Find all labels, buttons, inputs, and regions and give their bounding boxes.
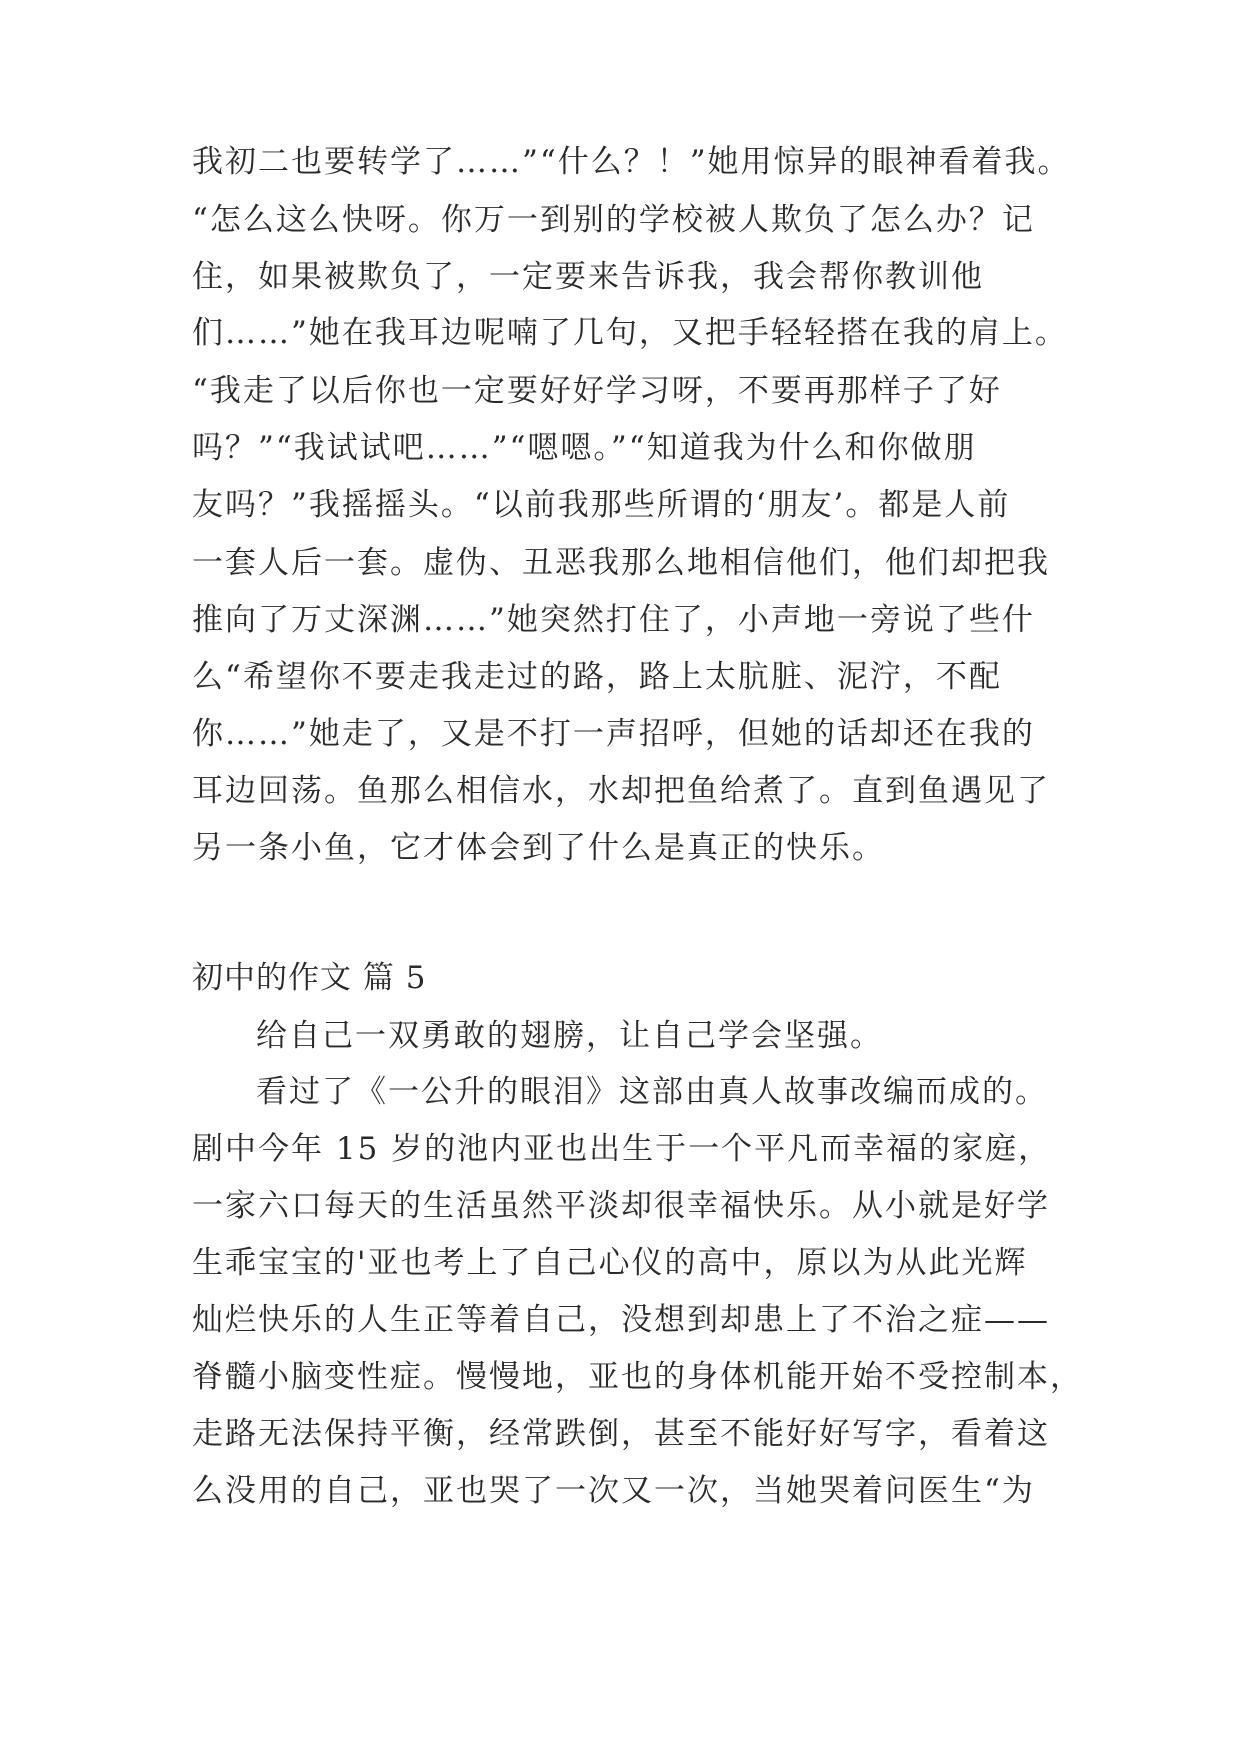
text-line: 么没用的自己，亚也哭了一次又一次，当她哭着问医生“为 bbox=[192, 1473, 1035, 1509]
section-heading: 初中的作文 篇 5 bbox=[192, 960, 427, 996]
text-line: 你……”她走了，又是不打一声招呼，但她的话却还在我的 bbox=[192, 716, 1035, 752]
text-line: 另一条小鱼，它才体会到了什么是真正的快乐。 bbox=[192, 830, 885, 866]
text-line: 脊髓小脑变性症。慢慢地，亚也的身体机能开始不受控制本， bbox=[192, 1359, 1083, 1395]
text-line: “怎么这么快呀。你万一到别的学校被人欺负了怎么办？记 bbox=[192, 202, 1035, 238]
text-line: “我走了以后你也一定要好好学习呀，不要再那样子了好 bbox=[192, 373, 1002, 409]
text-line: 们……”她在我耳边呢喃了几句，又把手轻轻搭在我的肩上。 bbox=[192, 315, 1068, 351]
text-line: 么“希望你不要走我走过的路，路上太肮脏、泥泞，不配 bbox=[192, 659, 1002, 695]
text-line: 吗？”“我试试吧……”“嗯嗯。”“知道我为什么和你做朋 bbox=[192, 430, 977, 466]
text-line: 给自己一双勇敢的翅膀，让自己学会坚强。 bbox=[256, 1018, 883, 1054]
text-line: 推向了万丈深渊……”她突然打住了，小声地一旁说了些什 bbox=[192, 602, 1035, 638]
text-line: 生乖宝宝的'亚也考上了自己心仪的高中，原以为从此光辉 bbox=[192, 1245, 1028, 1281]
text-line: 住，如果被欺负了，一定要来告诉我，我会帮你教训他 bbox=[192, 259, 984, 295]
text-line: 耳边回荡。鱼那么相信水，水却把鱼给煮了。直到鱼遇见了 bbox=[192, 773, 1050, 809]
text-line: 看过了《一公升的眼泪》这部由真人故事改编而成的。 bbox=[256, 1074, 1048, 1110]
text-line: 灿烂快乐的人生正等着自己，没想到却患上了不治之症—— bbox=[192, 1302, 1050, 1338]
text-line: 一家六口每天的生活虽然平淡却很幸福快乐。从小就是好学 bbox=[192, 1188, 1050, 1224]
text-line: 剧中今年 15 岁的池内亚也出生于一个平凡而幸福的家庭， bbox=[192, 1131, 1052, 1167]
text-line: 一套人后一套。虚伪、丑恶我那么地相信他们，他们却把我 bbox=[192, 545, 1050, 581]
text-line: 友吗？”我摇摇头。“以前我那些所谓的‘朋友’。都是人前 bbox=[192, 487, 1011, 523]
text-line: 我初二也要转学了……”“什么？！”她用惊异的眼神看着我。 bbox=[192, 144, 1071, 180]
text-line: 走路无法保持平衡，经常跌倒，甚至不能好好写字，看着这 bbox=[192, 1416, 1050, 1452]
